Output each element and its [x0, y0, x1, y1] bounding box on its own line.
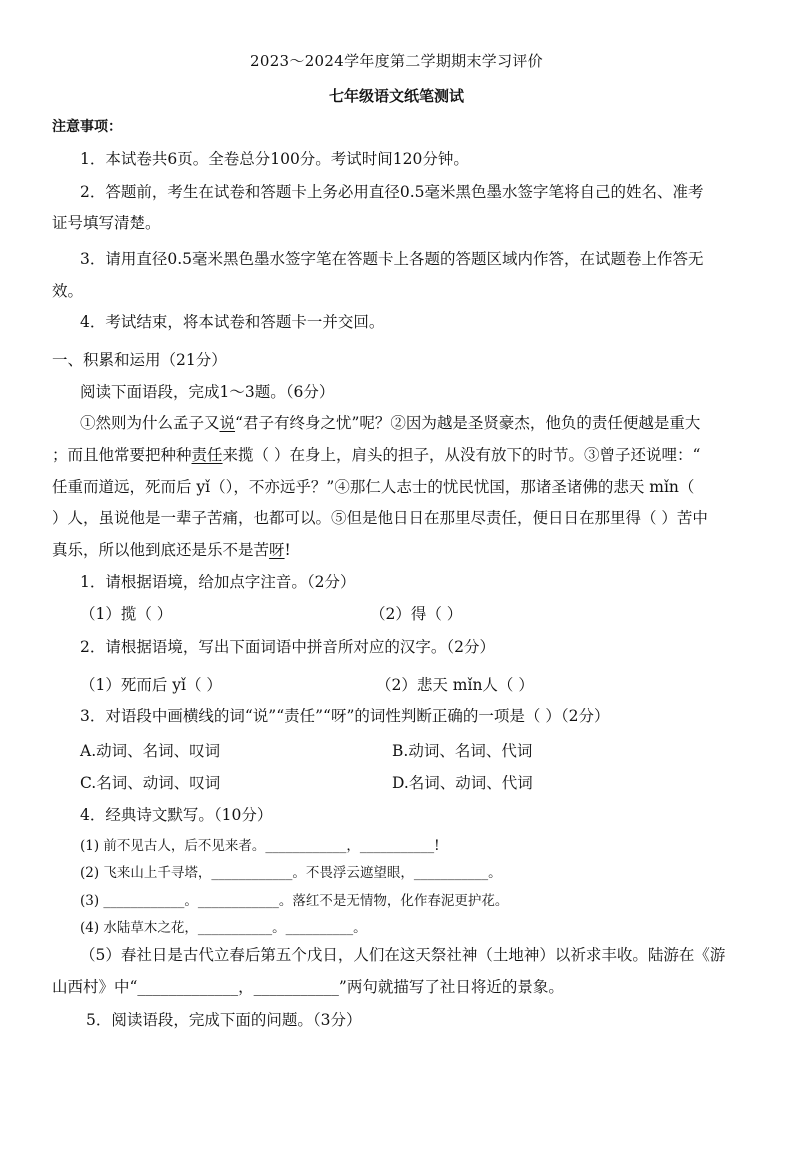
- note-3-line-2: 效。: [52, 282, 84, 300]
- question-4: 4．经典诗文默写。（10分）: [80, 806, 273, 824]
- question-1-item-2: （2）得（ ）: [370, 605, 463, 623]
- question-2: 2．请根据语境，写出下面词语中拼音所对应的汉字。（2分）: [80, 638, 495, 656]
- underlined-word-zeren: 责任: [191, 446, 223, 464]
- exam-title: 2023～2024学年度第二学期期末学习评价: [250, 52, 543, 70]
- note-2-line-1: 2．答题前，考生在试卷和答题卡上务必用直径0.5毫米黑色墨水签字笔将自己的姓名、准考: [80, 183, 704, 201]
- question-4-item-5-line-1: （5）春社日是古代立春后第五个戊日，人们在这天祭社神（土地神）以祈求丰收。陆游在《游: [80, 946, 726, 964]
- question-2-item-2: （2）悲天 mǐn人（ ）: [376, 676, 534, 694]
- section-1-heading: 一、积累和运用（21分）: [52, 351, 227, 369]
- passage-line-2: [52, 445, 700, 465]
- passage-text: 真乐，所以他到底还是乐不是苦: [52, 541, 270, 559]
- passage-text: “君子有终身之忧”呢？②因为越是圣贤豪杰，他负的责任便越是重大: [235, 414, 701, 432]
- passage-line-1: [80, 413, 700, 433]
- question-3-option-b: B.动词、名词、代词: [392, 742, 533, 760]
- question-4-item-4: (4) 水陆草木之花，___________。__________。: [80, 920, 367, 936]
- question-3: 3．对语段中画横线的词“说”“责任”“呀”的词性判断正确的一项是（ ）（2分）: [80, 707, 610, 725]
- note-3-line-1: 3．请用直径0.5毫米黑色墨水签字笔在答题卡上各题的答题区域内作答，在试题卷上作答无: [80, 250, 704, 268]
- question-3-option-c: C.名词、动词、叹词: [80, 774, 221, 792]
- question-2-item-1: （1）死而后 yǐ（ ）: [80, 676, 222, 694]
- question-4-item-2: (2) 飞来山上千寻塔，____________。不畏浮云遮望眼，___________。: [80, 865, 502, 881]
- passage-text: !: [284, 541, 291, 559]
- question-1-item-1: （1）揽（ ）: [80, 605, 173, 623]
- passage-line-3: 任重而道远，死而后 yǐ（），不亦远乎？”④那仁人志士的忧民忧国，那诸圣诸佛的悲天 mǐn（: [52, 478, 695, 496]
- question-4-item-5-line-2: 山西村》中“_____________，___________”两句就描写了社日将近的景象。: [52, 978, 564, 996]
- passage-line-4: ）人，虽说他是一辈子苦痛，也都可以。⑤但是他日日在那里尽责任，便日日在那里得（ ）苦中: [52, 509, 708, 527]
- question-3-option-d: D.名词、动词、代词: [392, 774, 533, 792]
- notes-heading: 注意事项：: [52, 119, 122, 135]
- question-3-option-a: A.动词、名词、叹词: [80, 742, 221, 760]
- exam-subtitle: 七年级语文纸笔测试: [328, 87, 464, 105]
- underlined-word-shuo: 说: [219, 414, 236, 432]
- question-4-item-3: (3) ____________。____________。落红不是无情物，化作春泥更护花。: [80, 893, 509, 909]
- question-5: 5．阅读语段，完成下面的问题。（3分）: [86, 1011, 362, 1029]
- passage-line-5: [52, 540, 291, 560]
- passage-text: 来揽（ ）在身上，肩头的担子，从没有放下的时节。③曾子还说哩：“: [222, 446, 701, 464]
- passage-text: ①然则为什么孟子又: [80, 414, 220, 432]
- passage-text: ；而且他常要把种种: [52, 446, 192, 464]
- underlined-word-ya: 呀: [269, 541, 285, 559]
- question-1: 1．请根据语境，给加点字注音。（2分）: [80, 573, 356, 591]
- note-4: 4．考试结束，将本试卷和答题卡一并交回。: [80, 313, 385, 331]
- reading-intro: 阅读下面语段，完成1～3题。（6分）: [80, 383, 335, 401]
- question-4-item-1: (1) 前不见古人，后不见来者。____________，___________!: [80, 838, 440, 854]
- note-1: 1．本试卷共6页。全卷总分100分。考试时间120分钟。: [80, 150, 469, 168]
- note-2-line-2: 证号填写清楚。: [52, 214, 161, 232]
